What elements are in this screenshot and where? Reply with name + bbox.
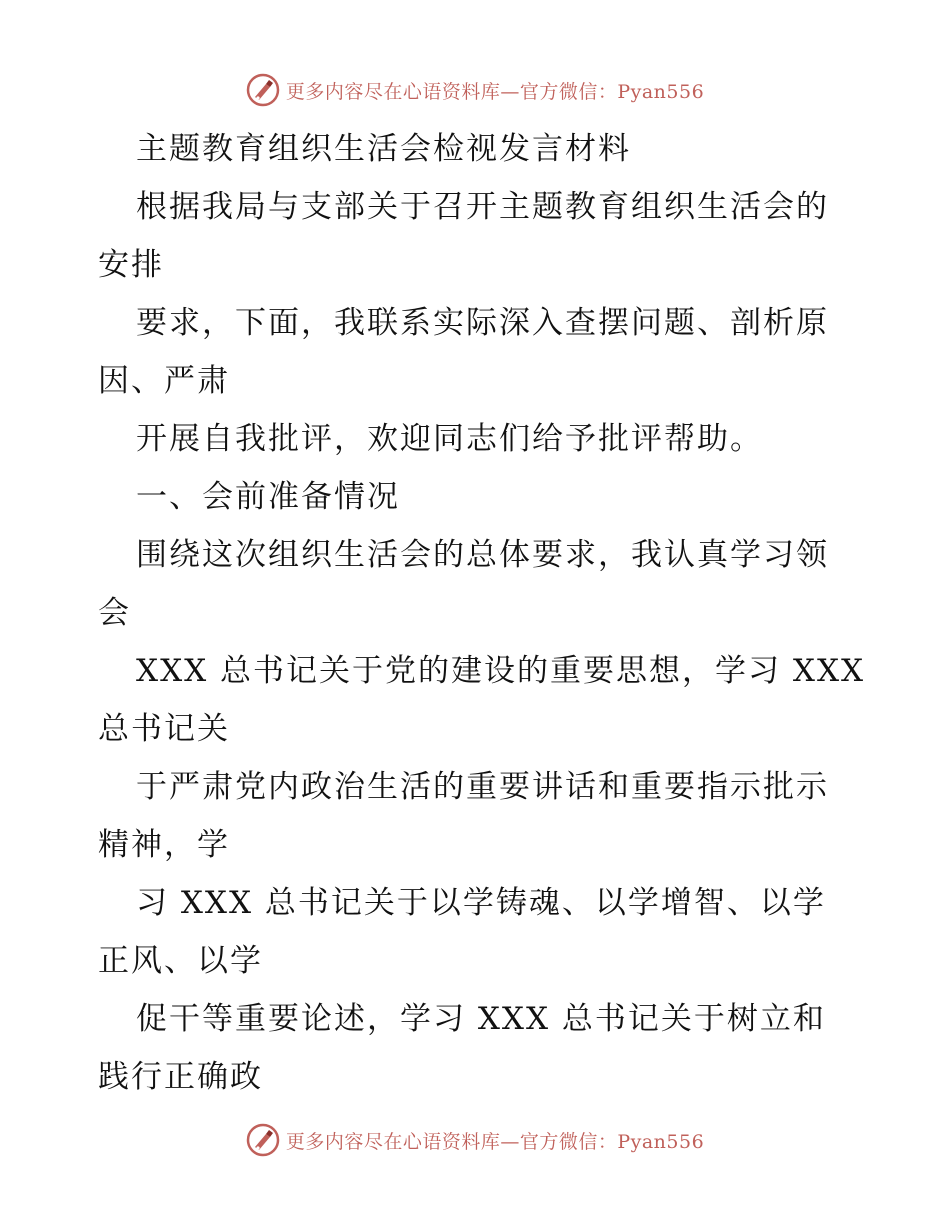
text-line: 围绕这次组织生活会的总体要求，我认真学习领 [136,537,829,573]
text-line: 会 [98,595,131,631]
pen-nib-logo-icon [246,1123,280,1157]
header-watermark [0,70,950,110]
text-line: 精神，学 [98,827,230,863]
document-body [98,120,866,1106]
text-line: 根据我局与支部关于召开主题教育组织生活会的 [136,189,829,225]
text-line: XXX 总书记关于党的建设的重要思想，学习 XXX [136,653,866,689]
text-line: 因、严肃 [98,363,230,399]
text-line: 开展自我批评，欢迎同志们给予批评帮助。 [136,421,763,457]
pen-nib-logo-icon [246,73,280,107]
document-title: 主题教育组织生活会检视发言材料 [136,131,631,167]
text-line: 总书记关 [98,711,230,747]
text-line: 一、会前准备情况 [136,479,400,515]
watermark-text: 更多内容尽在心语资料库—官方微信：Pyan556 [285,80,705,103]
watermark-text: 更多内容尽在心语资料库—官方微信：Pyan556 [285,1130,705,1153]
text-line: 安排 [98,247,164,283]
footer-watermark [0,1120,950,1160]
text-line: 正风、以学 [98,943,263,979]
text-line: 践行正确政 [98,1059,263,1095]
text-line: 促干等重要论述，学习 XXX 总书记关于树立和 [136,1001,826,1037]
text-line: 于严肃党内政治生活的重要讲话和重要指示批示 [136,769,829,805]
text-line: 习 XXX 总书记关于以学铸魂、以学增智、以学 [136,885,826,921]
text-line: 要求，下面，我联系实际深入查摆问题、剖析原 [136,305,829,341]
